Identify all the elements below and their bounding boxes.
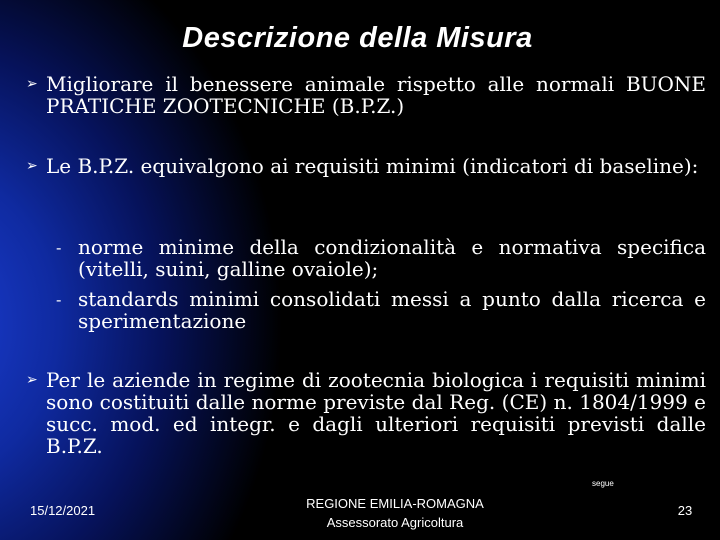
sub-item-2: standards minimi consolidati messi a punto dalla ricerca e sperimentazione bbox=[78, 287, 706, 333]
bullet-text-3: Per le aziende in regime di zootecnia biologica i requisiti minimi sono costituiti dalle norme previste dal Reg. (CE) n. 1804/1999 e succ. mod. ed integr. e dagli ulteriori requisiti previsti dalle B.P.Z. bbox=[46, 368, 706, 458]
footer-organization bbox=[265, 494, 525, 532]
bullet-arrow-icon: ➢ bbox=[26, 372, 38, 388]
slide-title: Descrizione della Misura bbox=[182, 22, 533, 54]
dash-marker: - bbox=[56, 238, 62, 257]
segue-note: segue bbox=[592, 479, 614, 488]
bullet-text-1: Migliorare il benessere animale rispetto alle normali BUONE PRATICHE ZOOTECNICHE (B.P.Z.) bbox=[46, 72, 706, 118]
footer-org-line-1: REGIONE EMILIA-ROMAGNA bbox=[306, 496, 484, 511]
bullet-arrow-icon: ➢ bbox=[26, 158, 38, 174]
dash-marker: - bbox=[56, 290, 62, 309]
footer-date: 15/12/2021 bbox=[30, 503, 96, 518]
sub-item-1: norme minime della condizionalità e normativa specifica (vitelli, suini, galline ovaiole); bbox=[78, 235, 706, 281]
page-number: 23 bbox=[677, 503, 693, 518]
footer-org-line-2: Assessorato Agricoltura bbox=[326, 515, 464, 530]
bullet-text-2: Le B.P.Z. equivalgono ai requisiti minimi (indicatori di baseline): bbox=[46, 154, 699, 178]
bullet-arrow-icon: ➢ bbox=[26, 76, 38, 92]
